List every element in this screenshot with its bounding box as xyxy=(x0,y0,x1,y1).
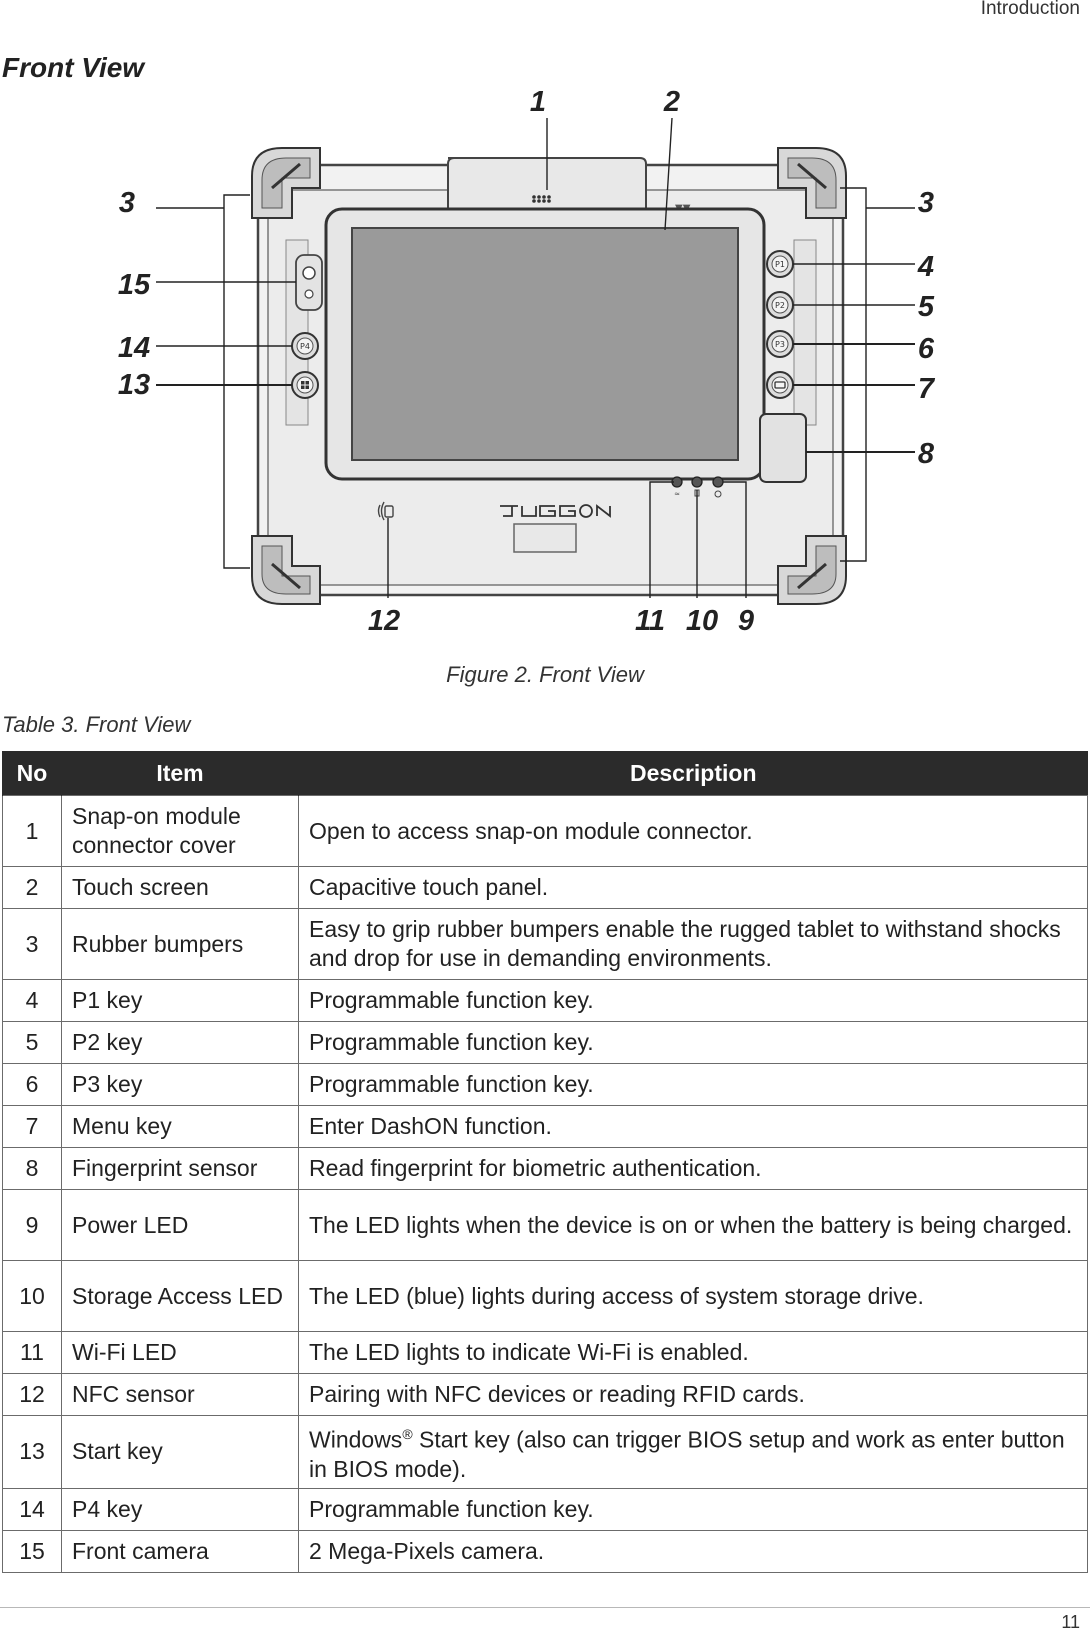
cell-no: 13 xyxy=(3,1416,62,1489)
table-row xyxy=(3,1148,1088,1190)
table-caption: Table 3. Front View xyxy=(2,712,191,737)
callout-14: 14 xyxy=(117,332,151,364)
header-no: No xyxy=(3,751,62,796)
cell-no: 12 xyxy=(3,1374,62,1416)
cell-no: 11 xyxy=(3,1332,62,1374)
cell-description: Enter DashON function. xyxy=(299,1106,1088,1148)
cell-no: 9 xyxy=(3,1190,62,1261)
cell-description: Programmable function key. xyxy=(299,1488,1088,1530)
table-row xyxy=(3,980,1088,1022)
callout-4: 4 xyxy=(917,251,935,283)
cell-no: 8 xyxy=(3,1148,62,1190)
cell-no: 10 xyxy=(3,1261,62,1332)
cell-description: Programmable function key. xyxy=(299,1022,1088,1064)
cell-item: Start key xyxy=(62,1416,299,1489)
table-row xyxy=(3,1530,1088,1572)
figure-caption: Figure 2. Front View xyxy=(446,662,644,687)
callout-8: 8 xyxy=(917,438,935,470)
cell-description: The LED (blue) lights during access of system storage drive. xyxy=(299,1261,1088,1332)
table-row xyxy=(3,1416,1088,1489)
callout-2: 2 xyxy=(663,86,681,118)
callout-7: 7 xyxy=(917,373,935,405)
cell-item: Touch screen xyxy=(62,867,299,909)
cell-no: 15 xyxy=(3,1530,62,1572)
fingerprint-sensor xyxy=(760,414,806,482)
cell-description: Programmable function key. xyxy=(299,980,1088,1022)
cell-item: P4 key xyxy=(62,1488,299,1530)
callout-12: 12 xyxy=(367,605,401,637)
section-title: Front View xyxy=(2,52,145,83)
cell-description: 2 Mega-Pixels camera. xyxy=(299,1530,1088,1572)
touch-screen xyxy=(352,228,738,460)
cell-no: 3 xyxy=(3,909,62,980)
callout-5: 5 xyxy=(917,291,935,323)
page-number: 11 xyxy=(1061,1612,1080,1632)
svg-text:≈: ≈ xyxy=(674,490,680,498)
registered-mark: ® xyxy=(402,1426,413,1442)
cell-description: Capacitive touch panel. xyxy=(299,867,1088,909)
table-row xyxy=(3,1261,1088,1332)
callout-6: 6 xyxy=(917,333,935,365)
cell-description: The LED lights when the device is on or when the battery is being charged. xyxy=(299,1190,1088,1261)
table-row xyxy=(3,1374,1088,1416)
table-row xyxy=(3,1488,1088,1530)
cell-item: Fingerprint sensor xyxy=(62,1148,299,1190)
cell-description: Easy to grip rubber bumpers enable the rugged tablet to withstand shocks and drop for use in demanding environments. xyxy=(299,909,1088,980)
cell-description: Read fingerprint for biometric authentication. xyxy=(299,1148,1088,1190)
cell-no: 7 xyxy=(3,1106,62,1148)
callout-11: 11 xyxy=(634,605,666,637)
p2-key xyxy=(767,292,793,318)
cell-item: Rubber bumpers xyxy=(62,909,299,980)
cell-item: Wi-Fi LED xyxy=(62,1332,299,1374)
cell-description: Pairing with NFC devices or reading RFID cards. xyxy=(299,1374,1088,1416)
callout-15: 15 xyxy=(117,269,151,301)
header-description: Description xyxy=(299,751,1088,796)
cell-no: 14 xyxy=(3,1488,62,1530)
cell-no: 5 xyxy=(3,1022,62,1064)
table-row xyxy=(3,1064,1088,1106)
table-row xyxy=(3,867,1088,909)
p3-key-label: P3 xyxy=(775,340,785,349)
running-header: Introduction xyxy=(980,0,1080,19)
cell-item: P2 key xyxy=(62,1022,299,1064)
p1-key-label: P1 xyxy=(775,260,785,269)
p4-key xyxy=(292,333,318,359)
callout-9: 9 xyxy=(737,605,755,637)
p4-key-label: P4 xyxy=(300,342,310,351)
cell-no: 4 xyxy=(3,980,62,1022)
table-row xyxy=(3,909,1088,980)
cell-description: The LED lights to indicate Wi-Fi is enabled. xyxy=(299,1332,1088,1374)
cell-item: Menu key xyxy=(62,1106,299,1148)
cell-description: Open to access snap-on module connector. xyxy=(299,796,1088,867)
callout-3-left: 3 xyxy=(118,187,136,219)
table-row xyxy=(3,1332,1088,1374)
p1-key xyxy=(767,251,793,277)
header-item: Item xyxy=(62,751,299,796)
table-row xyxy=(3,1106,1088,1148)
cell-no: 2 xyxy=(3,867,62,909)
front-view-figure xyxy=(0,80,1090,640)
cell-item: Front camera xyxy=(62,1530,299,1572)
table-header-row xyxy=(3,751,1088,796)
cell-no: 1 xyxy=(3,796,62,867)
cell-description xyxy=(299,1416,1088,1489)
cell-description: Programmable function key. xyxy=(299,1064,1088,1106)
cell-item: Power LED xyxy=(62,1190,299,1261)
callout-1: 1 xyxy=(529,86,547,118)
table-row xyxy=(3,796,1088,867)
callout-13: 13 xyxy=(117,369,151,401)
footer-divider xyxy=(0,1607,1090,1608)
table-row xyxy=(3,1022,1088,1064)
p3-key xyxy=(767,331,793,357)
start-key xyxy=(292,372,318,398)
cell-item: P1 key xyxy=(62,980,299,1022)
menu-key xyxy=(767,372,793,398)
callout-3-right: 3 xyxy=(917,187,935,219)
table-row xyxy=(3,1190,1088,1261)
cell-item: P3 key xyxy=(62,1064,299,1106)
p2-key-label: P2 xyxy=(775,301,785,310)
front-camera xyxy=(296,255,322,310)
front-view-table xyxy=(2,751,1088,1573)
windows-text: Windows xyxy=(309,1426,403,1453)
callout-10: 10 xyxy=(685,605,719,637)
cell-item: NFC sensor xyxy=(62,1374,299,1416)
cell-item: Storage Access LED xyxy=(62,1261,299,1332)
cell-no: 6 xyxy=(3,1064,62,1106)
start-key-description: Start key (also can trigger BIOS setup and work as enter button in BIOS mode). xyxy=(309,1426,1065,1482)
cell-item: Snap-on module connector cover xyxy=(62,796,299,867)
